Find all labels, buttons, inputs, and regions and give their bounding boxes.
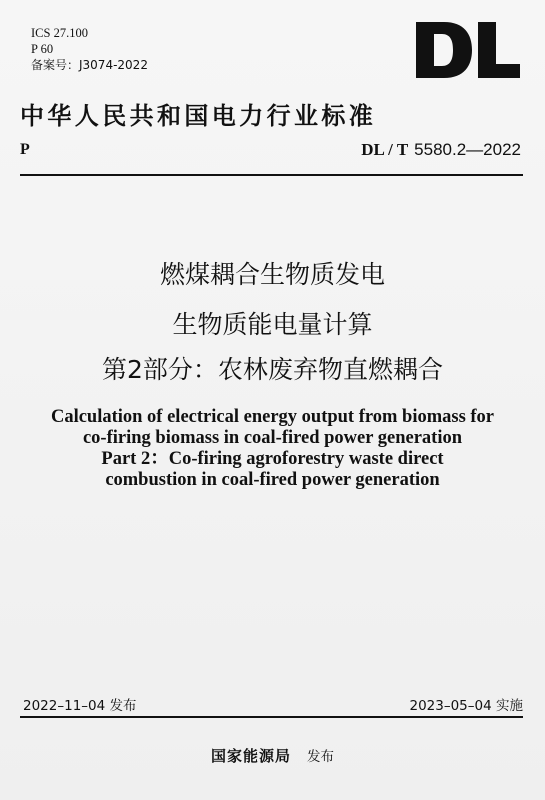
title-en-line-2: co-firing biomass in coal-fired power generation [82,428,463,448]
standard-code: 5580.2—2022 [414,140,521,159]
issue-date: 2022–11–04 发布 [23,698,137,714]
title-cn-line-3: 第2部分：农林废弃物直燃耦合 [102,355,443,384]
title-en-line-4: combustion in coal-fired power generation [105,470,440,490]
issuer-action: 发布 [307,749,334,765]
ics-code: ICS 27.100 [31,26,88,40]
issuer-organization: 国家能源局 [210,747,291,765]
record-number: 备案号：J3074-2022 [31,58,148,72]
title-cn-line-1: 燃煤耦合生物质发电 [159,260,385,289]
issuer [0,745,545,766]
title-en-line-1: Calculation of electrical energy output from biomass for [50,407,495,427]
top-divider [20,174,523,176]
category-code: P 60 [31,42,54,56]
bottom-divider [20,716,523,718]
classification-letter: P [20,141,30,158]
standard-number [361,140,521,160]
title-cn-line-2: 生物质能电量计算 [172,310,373,339]
title-en-line-3: Part 2：Co-firing agroforestry waste direct [101,449,444,469]
implementation-date: 2023–05–04 实施 [409,698,523,714]
industry-standard-heading: 中华人民共和国电力行业标准 [20,101,377,130]
dl-logo [412,22,522,78]
standard-prefix: DL / T [361,140,409,159]
